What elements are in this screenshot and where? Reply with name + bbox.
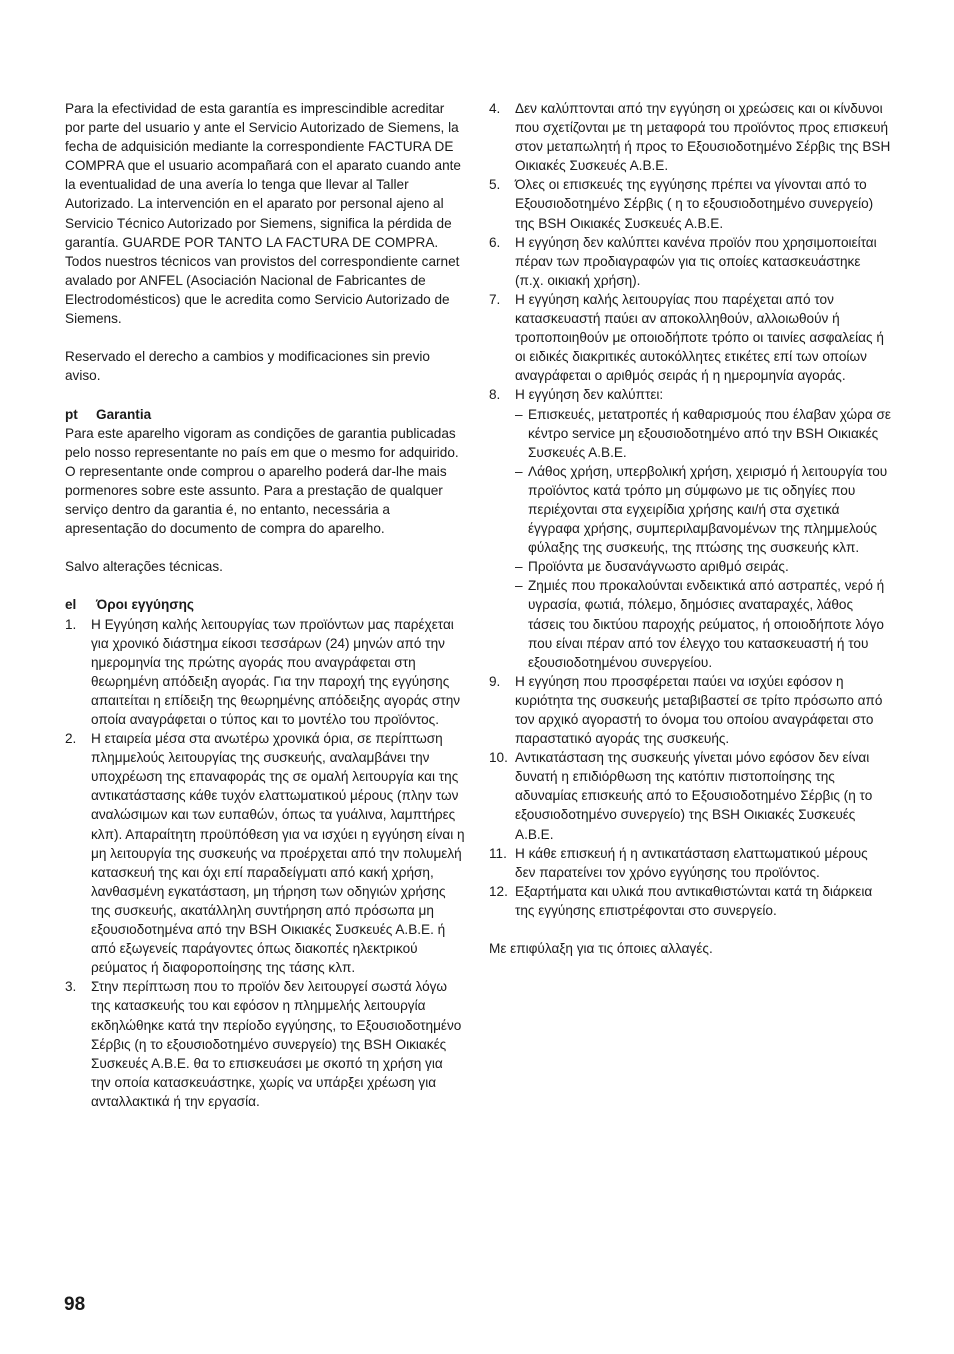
item-8-body: [515, 385, 891, 671]
list-item: [65, 615, 465, 730]
dash-mark: –: [515, 463, 523, 479]
item-number: 4.: [489, 101, 501, 116]
pt-lang-code: pt: [65, 406, 78, 422]
es-reserved-note: Reservado el derecho a cambios y modificaciones sin previo aviso.: [65, 349, 430, 384]
item-text: Δεν καλύπτονται από την εγγύηση οι χρεώσεις και οι κίνδυνοι που σχετίζονται με τη μεταφορά του προϊόντος προς επισκευή στον μεταπωλητή ή προς το Εξουσιοδοτημένο Σέρβις της BSH Οικιακές Συσκευές Α.Β.Ε.: [515, 101, 891, 174]
right-column: [489, 99, 891, 958]
dash-mark: –: [515, 578, 523, 594]
pt-reserved-note: Salvo alterações técnicas.: [65, 559, 223, 575]
item-text: Η εγγύηση δεν καλύπτει κανένα προϊόν που χρησιμοποιείται πέραν των προδιαγραφών για τις οποίες κατασκευάστηκε (π.χ. οικιακή χρήση).: [515, 234, 877, 288]
list-item: [489, 672, 891, 748]
sub-item: [515, 557, 891, 576]
list-item: [489, 844, 891, 882]
list-item: [489, 175, 891, 232]
el-title: Όροι εγγύησης: [96, 597, 194, 613]
item-number: 1.: [65, 616, 77, 632]
item-number: 3.: [65, 979, 77, 995]
item-text: Η εγγύηση που προσφέρεται παύει να ισχύει εφόσον η κυριότητα της συσκευής μεταβιβαστεί σε τρίτο πρόσωπο από τον αρχικό αγοραστή το όνομα του οποίου αναγράφεται στο παραστατικό αγοράς της συσκευής.: [515, 673, 883, 747]
sub-item-text: Επισκευές, μετατροπές ή καθαρισμούς που έλαβαν χώρα σε κέντρο service μη εξουσιοδοτημένο από την BSH Οικιακές Συσκευές Α.Β.Ε.: [528, 406, 891, 460]
item-number: 2.: [65, 731, 77, 747]
list-item: [489, 233, 891, 290]
sub-item-text: Προϊόντα με δυσανάγνωστο αριθμό σειράς.: [528, 559, 789, 575]
page-number: 98: [64, 1294, 86, 1315]
item-text: Η εγγύηση δεν καλύπτει:: [515, 387, 664, 403]
item-text: Η Εγγύηση καλής λειτουργίας των προϊόντων μας παρέχεται για χρονικό διάστημα είκοσι τεσσάρων (24) μηνών από την ημερομηνία της πρώτης αγοράς που αναγράφεται στη θεωρημένη απόδειξη αγοράς. Για την παροχή της εγγύησης απαιτείται η επίδειξη της θεωρημένης απόδειξης αγοράς στην οποία αναγράφεται ο τύπος και το μοντέλο του προϊόντος.: [91, 616, 461, 727]
item-text: Η εγγύηση καλής λειτουργίας που παρέχεται από τον κατασκευαστή παύει αν αποκολληθούν, αλλοιωθούν ή τροποποιηθούν με οποιοδήποτε τρόπο οι ταινίες ασφαλείας ή οι ειδικές διακριτικές αυτοκόλλητες ετικέτες επί των οποίων αναγράφεται ο αριθμός σειράς ή η ημερομηνία αγοράς.: [515, 291, 884, 384]
item-text: Όλες οι επισκευές της εγγύησης πρέπει να γίνονται από το Εξουσιοδοτημένο Σέρβις ( η το εξουσιοδοτημένο συνεργείο) της BSH Οικιακές Συσκευές Α.Β.Ε.: [515, 177, 874, 231]
pt-warranty-paragraph: Para este aparelho vigoram as condições de garantia publicadas pelo nosso representante no país em que o mesmo for adquirido. O representante onde comprou o aparelho poderá dar-lhe mais pormenores sobre este assunto. Para a prestação de qualquer serviço dentro da garantia é, no entanto, necessária a apresentação do documento de compra do aparelho.: [65, 425, 459, 537]
sub-item: [515, 576, 891, 671]
sub-item-text: Ζημιές που προκαλούνται ενδεικτικά από αστραπές, νερό ή υγρασία, φωτιά, πόλεμο, δημόσιες αναταραχές, λάθος τάσεις του δικτύου παροχής ρεύματος, ή οποιοδήποτε λόγο που είναι πέραν από τον έλεγχο του κατασκευαστή ή του εξουσιοδοτημένου συνεργείου.: [528, 578, 885, 670]
item-number: 5.: [489, 177, 501, 193]
item-text: Στην περίπτωση που το προϊόν δεν λειτουργεί σωστά λόγω της κατασκευής του και εφόσον η πλημμελής λειτουργία εκδηλώθηκε κατά την περίοδο εγγύησης, το Εξουσιοδοτημένο Σέρβις (η το εξουσιοδοτημένο συνεργείο) της BSH Οικιακές Συσκευές Α.Β.Ε. θα το επισκευάσει με σκοπό τη χρήση για την οποία κατασκευάστηκε, χωρίς να υπάρξει χρέωση για ανταλλακτικά ή την εργασία.: [91, 979, 462, 1109]
list-item: [65, 977, 465, 1111]
list-item: [489, 290, 891, 385]
item-text: Εξαρτήματα και υλικά που αντικαθιστώνται κατά τη διάρκεια της εγγύησης επιστρέφονται στο συνεργείο.: [515, 883, 873, 918]
item-number: 10.: [489, 750, 508, 766]
dash-mark: –: [515, 406, 523, 422]
item-text: Η κάθε επισκευή ή η αντικατάσταση ελαττωματικού μέρους δεν παρατείνει τον χρόνο εγγύησης του προϊόντος.: [515, 845, 868, 880]
list-item: [65, 729, 465, 977]
item-text: Η εταιρεία μέσα στα ανωτέρω χρονικά όρια, σε περίπτωση πλημμελούς λειτουργίας της συσκευής, αναλαμβάνει την υποχρέωση της επαναφοράς της σε ομαλή λειτουργία και της αντικατάστασης κάθε τυχόν ελαττωματικού μέρους (πλην των αναλώσιμων και των ευπαθών, όπως τα γυάλινα, λαμπτήρες κλπ). Απαραίτητη προϋπόθεση για να ισχύει η εγγύηση είναι η μη λειτουργία της συσκευής να προέρχεται από την πολυμελή κατασκευή της και όχι επί παραδείγματι από κακή χρήση, λανθασμένη εγκατάσταση, μη τήρηση των οδηγιών χρήσης της συσκευής, ακατάλληλη συντήρηση από πρόσωπα μη εξουσιοδοτημένα από την BSH Οικιακές Συσκευές Α.Β.Ε. ή από εξωγενείς παράγοντες όπως διακοπές ηλεκτρικού ρεύματος ή διαφοροποίησης της τάσης κλπ.: [91, 731, 465, 976]
list-item: [489, 882, 891, 920]
el-lang-code: el: [65, 597, 77, 613]
el-terms-list-right: [489, 99, 891, 920]
item-number: 11.: [489, 845, 507, 861]
pt-heading: [65, 405, 465, 424]
list-item: [489, 748, 891, 843]
el-terms-list-left: [65, 615, 465, 1111]
pt-title: Garantia: [96, 406, 152, 422]
es-warranty-paragraph: Para la efectividad de esta garantía es imprescindible acreditar por parte del usuario y ante el Servicio Autorizado de Siemens, la fecha de adquisición mediante la correspondiente FACTURA DE COMPRA que el usuario acompañará con el aparato cuando ante la eventualidad de una avería lo tenga que llevar al Taller Autorizado. La intervención en el aparato por personal ajeno al Servicio Técnico Autorizado por Siemens, significa la pérdida de garantía. GUARDE POR TANTO LA FACTURA DE COMPRA. Todos nuestros técnicos van provistos del correspondiente carnet avalado por ANFEL (Asociación Nacional de Fabricantes de Electrodomésticos) que le acredita como Servicio Autorizado de Siemens.: [65, 101, 461, 327]
sub-item: [515, 462, 891, 557]
list-item-8: [489, 385, 891, 671]
item-number: 6.: [489, 234, 501, 250]
item-number: 8.: [489, 387, 501, 403]
el-reserved-note: Με επιφύλαξη για τις όποιες αλλαγές.: [489, 941, 713, 957]
sub-item-text: Λάθος χρήση, υπερβολική χρήση, χειρισμό ή λειτουργία του προϊόντος κατά τρόπο μη σύμφωνο με τις οδηγίες που περιέχονται στα εγχειρίδια χρήσης και/ή στα σχετικά έγγραφα χρήσης, συμπεριλαμβανομένων της πλημμελούς φύλαξης της συσκευής, της πτώσης της συσκευής κλπ.: [528, 463, 888, 556]
item-number: 9.: [489, 673, 501, 689]
left-column: [65, 99, 465, 1111]
item-number: 12.: [489, 883, 508, 899]
sub-item: [515, 405, 891, 462]
item-number: 7.: [489, 291, 501, 307]
dash-mark: –: [515, 559, 523, 575]
item-text: Αντικατάσταση της συσκευής γίνεται μόνο εφόσον δεν είναι δυνατή η επιδιόρθωση της κατόπιν πιστοποίησης της αδυναμίας επισκευής από το Εξουσιοδοτημένο Σέρβις (η το εξουσιοδοτημένο συνεργείο) της BSH Οικιακές Συσκευές Α.Β.Ε.: [515, 750, 873, 842]
el-heading: [65, 595, 465, 614]
list-item: [489, 99, 891, 175]
